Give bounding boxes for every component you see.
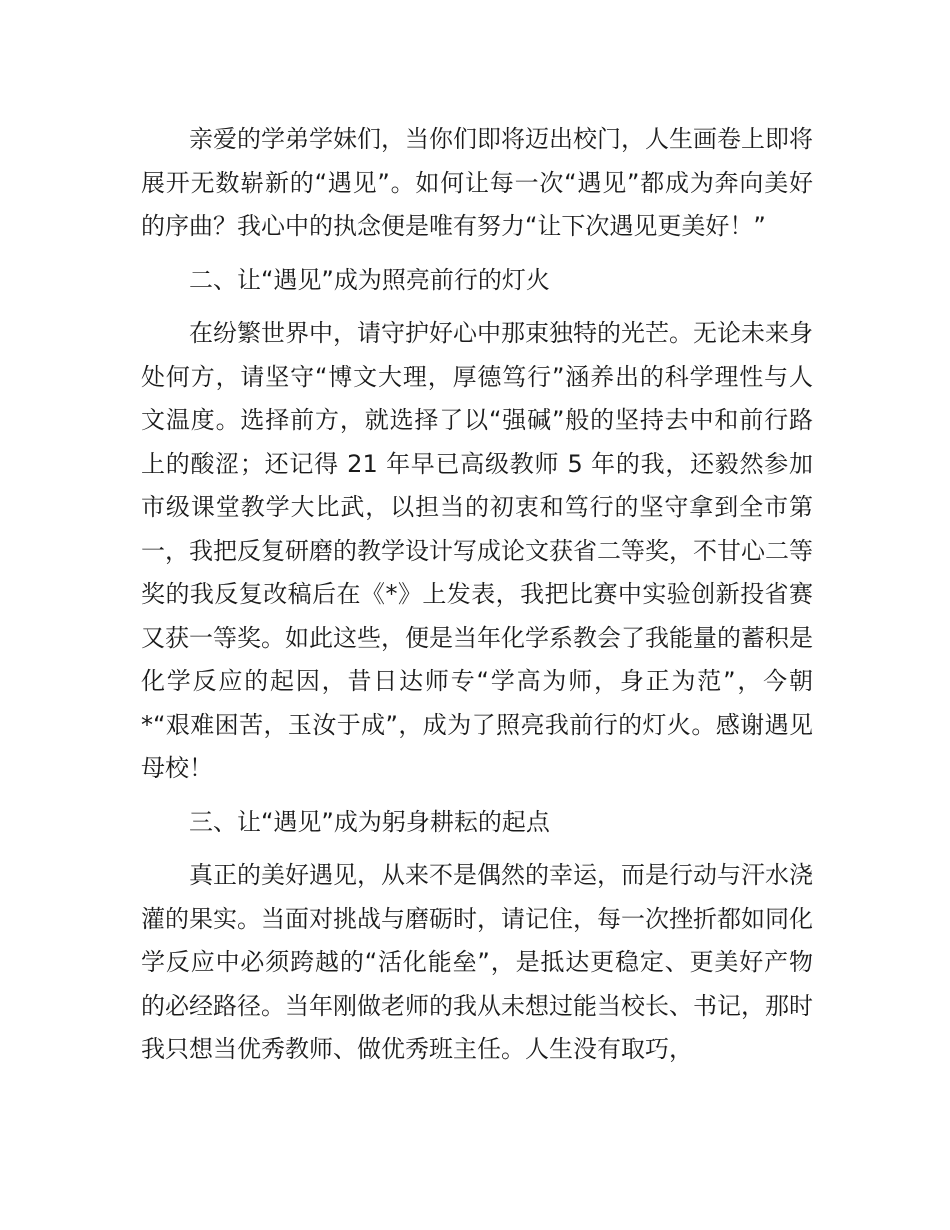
paragraph-section-2: 在纷繁世界中，请守护好心中那束独特的光芒。无论未来身处何方，请坚守“博文大理，厚德笃行”涵养出的科学理性与人文温度。选择前方，就选择了以“强碱”般的坚持去中和前行路上的酸涩；还记得 21 年早已高级教师 5 年的我，还毅然参加市级课堂教学大比武，以担当的初衷和笃行的坚守拿到全市第一，我把反复研磨的教学设计写成论文获省二等奖，不甘心二等奖的我反复改稿后在《*》上发表，我把比赛中实验创新投省赛又获一等奖。如此这些，便是当年化学系教会了我能量的蓄积是化学反应的起因，昔日达师专“学高为师，身正为范”，今朝*“艰难困苦，玉汝于成”，成为了照亮我前行的灯火。感谢遇见母校！ [141, 319, 813, 782]
paragraph-intro: 亲爱的学弟学妹们，当你们即将迈出校门，人生画卷上即将展开无数崭新的“遇见”。如何让每一次“遇见”都成为奔向美好的序曲？我心中的执念便是唯有努力“让下次遇见更美好！” [141, 125, 813, 240]
document-body [141, 118, 813, 1082]
section-heading-3: 三、让“遇见”成为躬身耕耘的起点 [189, 807, 550, 836]
paragraph-section-3: 真正的美好遇见，从来不是偶然的幸运，而是行动与汗水浇灌的果实。当面对挑战与磨砺时，请记住，每一次挫折都如同化学反应中必须跨越的“活化能垒”，是抵达更稳定、更美好产物的必经路径。当年刚做老师的我从未想过能当校长、书记，那时我只想当优秀教师、做优秀班主任。人生没有取巧， [141, 861, 813, 1063]
section-heading-2: 二、让“遇见”成为照亮前行的灯火 [189, 265, 550, 294]
